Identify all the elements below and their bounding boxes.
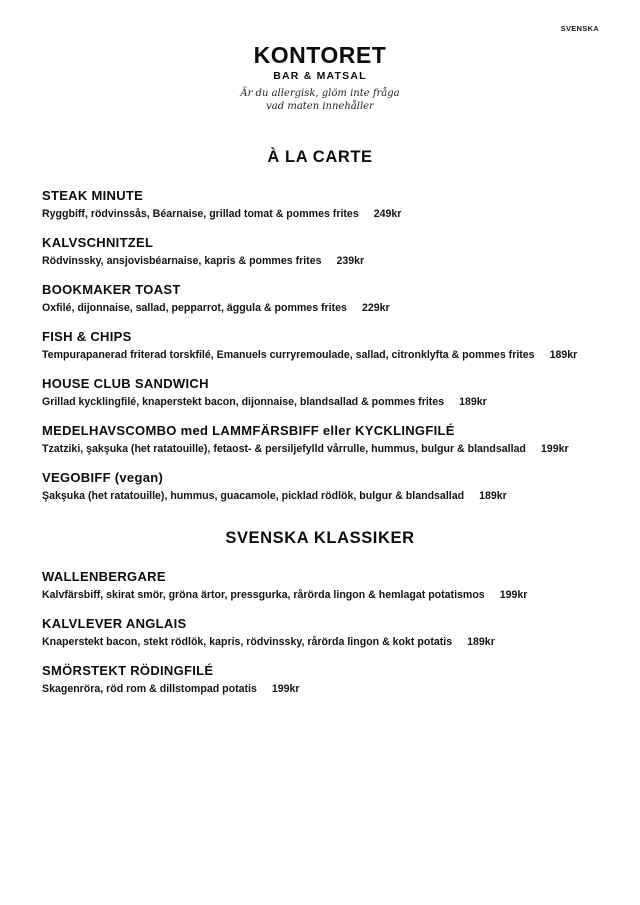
dish-price: 189kr: [549, 348, 578, 361]
dish-description: [42, 635, 640, 649]
dish-price: 229kr: [361, 301, 390, 314]
dish-description: [42, 588, 640, 602]
dish-description: [42, 489, 640, 503]
dish-name: KALVLEVER ANGLAIS: [42, 615, 187, 631]
dish-price: 189kr: [459, 395, 487, 408]
menu-item: [42, 616, 640, 649]
dish-name: HOUSE CLUB SANDWICH: [42, 375, 209, 391]
language-label: SVENSKA: [560, 24, 599, 33]
dish-description: [42, 207, 640, 221]
dish-price: 189kr: [479, 489, 507, 502]
dish-description-text: Tzatziki, şakşuka (het ratatouille), fetaost- & persiljefylld vårrulle, hummus, bulgur & blandsallad: [42, 442, 526, 455]
dish-price: 239kr: [336, 254, 365, 267]
dish-description: [42, 254, 640, 268]
allergy-note-line1: Är du allergisk, glöm inte fråga: [240, 88, 400, 100]
dish-description: [42, 442, 640, 456]
menu-item: [42, 235, 640, 268]
section-title-svenska-klassiker: SVENSKA KLASSIKER: [225, 528, 415, 547]
dish-name: KALVSCHNITZEL: [42, 234, 154, 250]
dish-price: 189kr: [467, 635, 495, 648]
dish-description: [42, 395, 640, 409]
dish-description-text: Ryggbiff, rödvinssås, Béarnaise, grillad tomat & pommes frites: [42, 207, 359, 220]
menu-item: [42, 663, 640, 696]
dish-description-text: Knaperstekt bacon, stekt rödlök, kapris, rödvinssky, rårörda lingon & kokt potatis: [42, 635, 453, 648]
dish-description: [42, 301, 640, 315]
allergy-note: [0, 87, 640, 113]
menu-item: [42, 470, 640, 503]
dish-description-text: Tempurapanerad friterad torskfilé, Emanuels curryremoulade, sallad, citronklyfta & pommes frites: [42, 348, 535, 361]
dish-description: [42, 348, 640, 362]
dish-name: SMÖRSTEKT RÖDINGFILÉ: [42, 662, 214, 678]
restaurant-header: [0, 0, 640, 114]
dish-description-text: Oxfilé, dijonnaise, sallad, pepparrot, äggula & pommes frites: [42, 301, 347, 314]
dish-description: [42, 682, 640, 696]
dish-price: 249kr: [373, 207, 402, 220]
dish-name: STEAK MINUTE: [42, 187, 144, 203]
dish-price: 199kr: [540, 442, 569, 455]
restaurant-subtitle: BAR & MATSAL: [273, 70, 367, 83]
dish-description-text: Skagenröra, röd rom & dillstompad potatis: [42, 682, 257, 695]
dish-name: WALLENBERGARE: [42, 568, 166, 584]
section-title-a-la-carte: À LA CARTE: [267, 147, 373, 166]
menu-item: [42, 376, 640, 409]
restaurant-name: KONTORET: [253, 42, 387, 68]
dish-price: 199kr: [271, 682, 300, 695]
menu-item: [42, 569, 640, 602]
menu-item: [42, 423, 640, 456]
dish-description-text: Şakşuka (het ratatouille), hummus, guacamole, picklad rödlök, bulgur & blandsallad: [42, 489, 465, 502]
dish-name: MEDELHAVSCOMBO med LAMMFÄRSBIFF eller KYCKLINGFILÉ: [42, 422, 455, 438]
dish-name: FISH & CHIPS: [42, 328, 132, 344]
dish-price: 199kr: [499, 588, 528, 601]
menu-item: [42, 282, 640, 315]
menu-section-a-la-carte: [0, 167, 640, 503]
dish-name: BOOKMAKER TOAST: [42, 281, 181, 297]
dish-description-text: Rödvinssky, ansjovisbéarnaise, kapris & pommes frites: [42, 254, 322, 267]
menu-section-svenska-klassiker: [0, 548, 640, 696]
dish-name: VEGOBIFF (vegan): [42, 469, 164, 485]
menu-item: [42, 329, 640, 362]
dish-description-text: Kalvfärsbiff, skirat smör, gröna ärtor, pressgurka, rårörda lingon & hemlagat potatismos: [42, 588, 485, 601]
dish-description-text: Grillad kycklingfilé, knaperstekt bacon, dijonnaise, blandsallad & pommes frites: [42, 395, 445, 408]
allergy-note-line2: vad maten innehåller: [266, 101, 374, 113]
menu-item: [42, 188, 640, 221]
